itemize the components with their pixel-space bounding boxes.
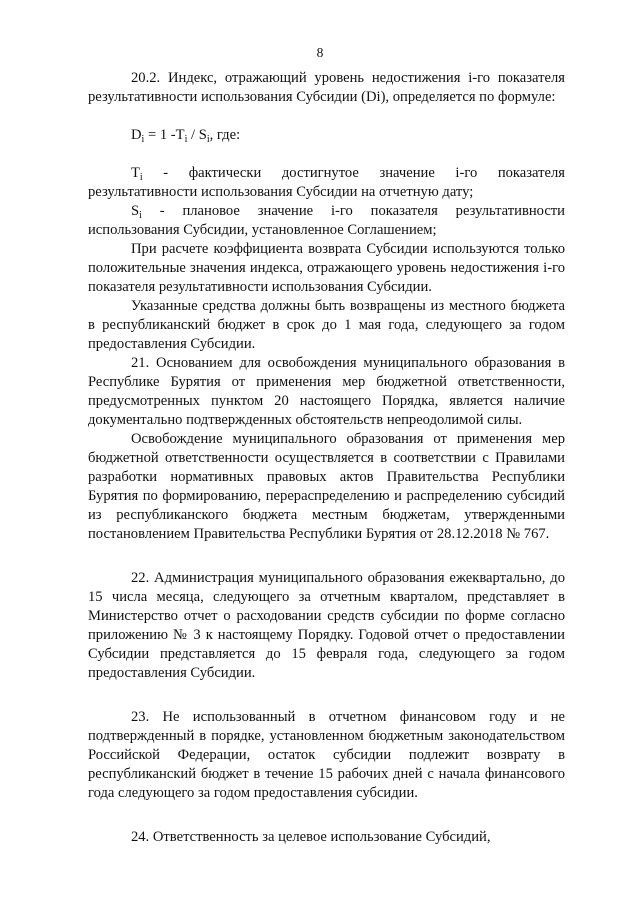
definition-s-text: - плановое значение i-го показателя результативности использования Субсидии, установленное Соглашением; <box>88 203 565 238</box>
formula <box>88 126 565 145</box>
paragraph-21: 21. Основанием для освобождения муниципального образования в Республике Бурятия от применения мер бюджетной ответственности, предусмотренных пунктом 20 настоящего Порядка, является наличие документально подтвержденных обстоятельств непреодолимой силы. <box>88 355 565 428</box>
definition-s <box>88 202 565 240</box>
formula-mid: = 1 -T <box>144 127 185 143</box>
paragraph-24: 24. Ответственность за целевое использование Субсидий, <box>131 829 491 845</box>
definition-t-text: - фактически достигнутое значение i-го показателя результативности использования Субсидии на отчетную дату; <box>88 165 565 200</box>
definition-t-subscript: i <box>139 172 143 183</box>
definition-t <box>88 164 565 202</box>
document-body <box>88 69 565 847</box>
formula-slash: / S <box>187 127 207 143</box>
formula-end: , где: <box>209 127 241 143</box>
definition-t-symbol: T <box>131 165 140 181</box>
paragraph-20-2: 20.2. Индекс, отражающий уровень недостижения i-го показателя результативности использования Субсидии (Di), определяется по формуле: <box>88 70 565 105</box>
formula-t-subscript: i <box>184 134 188 145</box>
formula-d: D <box>131 127 142 143</box>
paragraph-return-funds: Указанные средства должны быть возвращены из местного бюджета в республиканский бюджет в срок до 1 мая года, следующего за годом предоставления Субсидии. <box>88 298 565 352</box>
paragraph-22: 22. Администрация муниципального образования ежеквартально, до 15 числа месяца, следующего за отчетным кварталом, представляет в Министерство отчет о расходовании средств субсидии по форме согласно приложению № 3 к настоящему Порядку. Годовой отчет о предоставлении Субсидии представляется до 15 февраля года, следующего за годом предоставления Субсидии. <box>88 570 565 681</box>
definition-s-subscript: i <box>139 210 142 221</box>
definition-s-symbol: S <box>131 203 140 219</box>
page-number: 8 <box>316 45 324 60</box>
formula-d-subscript: i <box>141 134 145 145</box>
formula-s-subscript: i <box>206 134 210 145</box>
paragraph-21-release: Освобождение муниципального образования от применения мер бюджетной ответственности осуществляется в соответствии с Правилами разработки нормативных правовых актов Правительства Республики Бурятия по формированию, перераспределению и распределению субсидий из республиканского бюджета местным бюджетам, утвержденными постановлением Правительства Республики Бурятия от 28.12.2018 № 767. <box>88 431 565 542</box>
paragraph-coefficient: При расчете коэффициента возврата Субсидии используются только положительные значения индекса, отражающего уровень недостижения i-го показателя результативности использования Субсидии. <box>88 241 565 295</box>
paragraph-23: 23. Не использованный в отчетном финансовом году и не подтвержденный в порядке, установленном бюджетным законодательством Российской Федерации, остаток субсидии подлежит возврату в республиканский бюджет в течение 15 рабочих дней с начала финансового года следующего за годом предоставления субсидии. <box>88 709 565 801</box>
